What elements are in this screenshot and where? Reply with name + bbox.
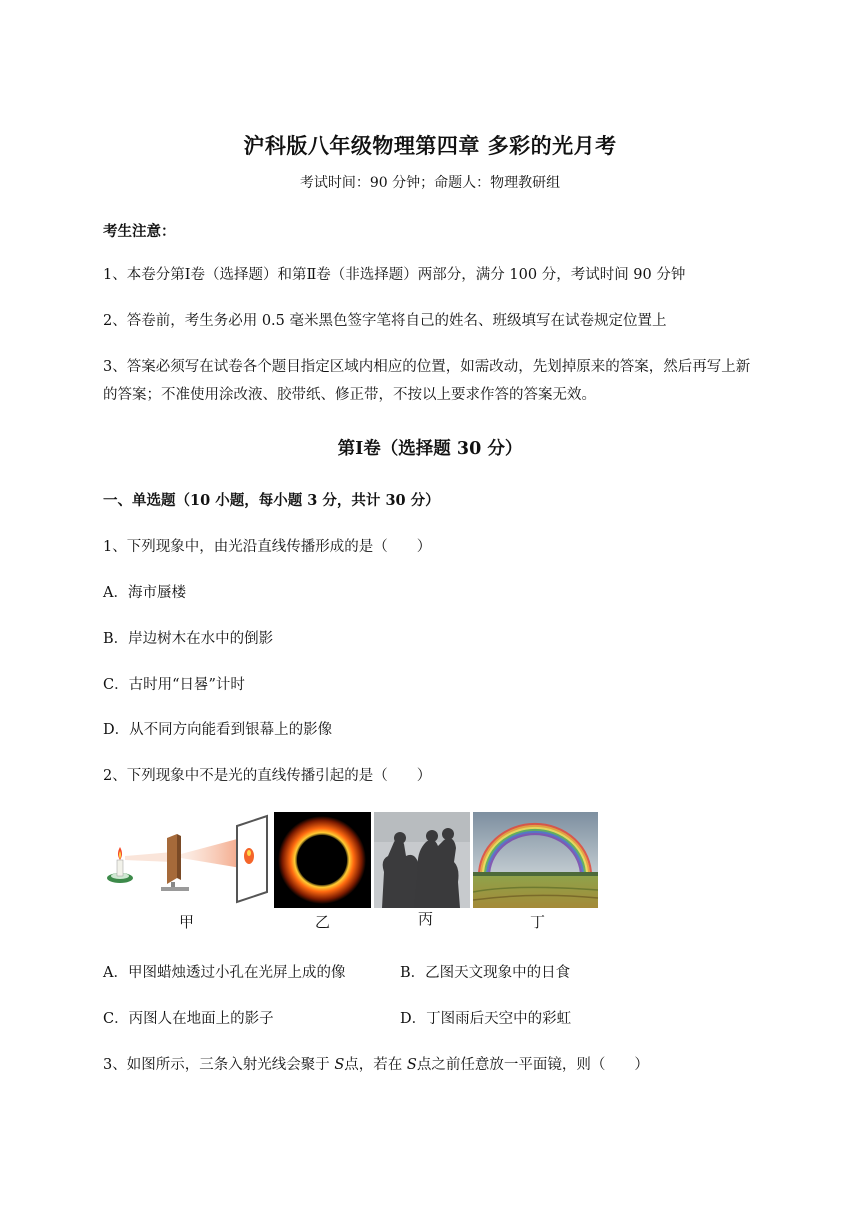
page-title: 沪科版八年级物理第四章 多彩的光月考 — [243, 133, 617, 158]
q1-option-a: A．海市蜃楼 — [103, 585, 186, 601]
notice-item-3-cont: 的答案；不准使用涂改液、胶带纸、修正带，不按以上要求作答的答案无效。 — [103, 387, 596, 403]
q3-stem-part-1: 3、如图所示，三条入射光线会聚于 — [103, 1057, 335, 1073]
q1-option-d: D．从不同方向能看到银幕上的影像 — [103, 722, 333, 738]
figure-caption-jia: 甲 — [179, 913, 195, 931]
q3-stem-part-3: 点之前任意放一平面镜，则（ ） — [416, 1057, 649, 1073]
notice-item-2: 2、答卷前，考生务必用 0.5 毫米黑色签字笔将自己的姓名、班级填写在试卷规定位置上 — [103, 313, 667, 329]
figure-caption-ding: 丁 — [530, 913, 546, 931]
q2-option-b: B．乙图天文现象中的日食 — [400, 965, 571, 981]
exam-subtitle: 考试时间：90 分钟；命题人：物理教研组 — [299, 175, 561, 191]
q3-stem-part-2: 点，若在 — [344, 1057, 407, 1073]
q2-option-c: C．丙图人在地面上的影子 — [103, 1011, 274, 1027]
q1-option-b: B．岸边树木在水中的倒影 — [103, 631, 274, 647]
notice-heading: 考生注意： — [103, 223, 176, 240]
q2-stem: 2、下列现象中不是光的直线传播引起的是（ ） — [103, 768, 432, 784]
q2-option-d: D．丁图雨后天空中的彩虹 — [400, 1011, 572, 1027]
section-title: 第Ⅰ卷（选择题 30 分） — [337, 439, 523, 459]
figure-shadows — [374, 812, 470, 908]
q3-point-s-1: S — [334, 1057, 345, 1073]
figure-solar-eclipse — [274, 812, 371, 908]
notice-item-1: 1、本卷分第Ⅰ卷（选择题）和第Ⅱ卷（非选择题）两部分，满分 100 分，考试时间 90 分钟 — [103, 267, 686, 283]
figure-pinhole-camera — [103, 812, 273, 908]
figure-caption-yi: 乙 — [315, 913, 331, 931]
figure-caption-bing: 丙 — [418, 910, 434, 928]
q1-stem: 1、下列现象中，由光沿直线传播形成的是（ ） — [103, 539, 432, 555]
q3-stem — [103, 1053, 649, 1074]
figure-rainbow — [473, 812, 598, 908]
notice-item-3: 3、答案必须写在试卷各个题目指定区域内相应的位置，如需改动，先划掉原来的答案，然后再写上新 — [103, 359, 751, 375]
part-heading: 一、单选题（10 小题，每小题 3 分，共计 30 分） — [103, 492, 440, 509]
q2-option-a: A．甲图蜡烛透过小孔在光屏上成的像 — [103, 965, 346, 981]
q3-point-s-2: S — [406, 1057, 417, 1073]
q1-option-c: C．古时用“日晷”计时 — [103, 677, 245, 693]
